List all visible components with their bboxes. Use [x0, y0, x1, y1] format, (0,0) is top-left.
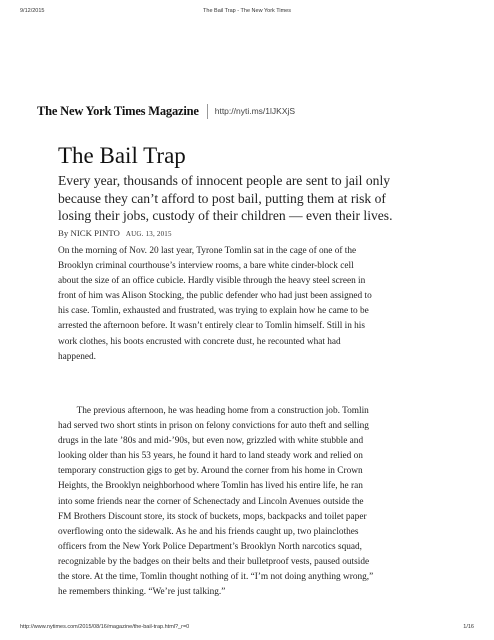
- text-line: looking older than his 53 years, he found it hard to land steady work and relied on: [58, 451, 363, 462]
- text-line: officers from the New York Police Department’s Brooklyn North narcotics squad,: [58, 541, 362, 552]
- text-line: about the size of an office cubicle. Hardly visible through the heavy steel screen in: [58, 276, 366, 287]
- text-line: happened.: [58, 351, 96, 362]
- text-line: The previous afternoon, he was heading home from a construction job. Tomlin: [58, 406, 369, 416]
- dek-line: Every year, thousands of innocent people are sent to jail only: [58, 173, 391, 188]
- text-line: his case. Tomlin, exhausted and frustrated, was trying to explain how he came to be: [58, 306, 369, 317]
- masthead-divider: [207, 104, 208, 119]
- short-link[interactable]: http://nyti.ms/1lJKXjS: [214, 106, 296, 116]
- text-line: the store. At the time, Tomlin thought nothing of it. “I’m not doing anything wrong,”: [58, 572, 374, 583]
- masthead: [37, 103, 295, 119]
- text-line: into some friends near the corner of Schenectady and Lincoln Avenues outside the: [58, 496, 364, 507]
- print-date: 9/12/2015: [20, 8, 45, 14]
- text-line: had served two short stints in prison on felony convictions for auto theft and selling: [58, 421, 369, 432]
- nyt-magazine-logo[interactable]: The New York Times Magazine: [37, 103, 199, 118]
- print-url: http://www.nytimes.com/2015/08/16/magazine/the-bail-trap.html?_r=0: [20, 624, 190, 630]
- text-line: drugs in the late ’80s and mid-’90s, but even now, grizzled with white stubble and: [58, 436, 364, 447]
- text-line: overflowing onto the sidewalk. As he and his friends caught up, two plainclothes: [58, 526, 359, 537]
- text-line: arrested the afternoon before. It wasn’t entirely clear to Tomlin himself. Still in his: [58, 321, 366, 332]
- print-page-number: 1/16: [463, 624, 474, 630]
- dek-line: losing their jobs, custody of their children — even their lives.: [58, 208, 393, 223]
- print-page-title: The Bail Trap - The New York Times: [203, 8, 291, 14]
- publish-date: AUG. 13, 2015: [125, 230, 172, 238]
- text-line: work clothes, his boots encrusted with concrete dust, he recounted what had: [58, 336, 341, 347]
- text-line: Brooklyn criminal courthouse’s interview rooms, a bare white cinder-block cell: [58, 261, 354, 272]
- text-line: front of him was Alison Stocking, the public defender who had just been assigned to: [58, 291, 372, 302]
- byline: [58, 228, 172, 238]
- text-line: recognizable by the badges on their belts and their bulletproof vests, paused outside: [58, 556, 370, 567]
- article-dek: [58, 172, 458, 225]
- text-line: temporary construction gigs to get by. Around the corner from his home in Crown: [58, 466, 363, 477]
- author[interactable]: By NICK PINTO: [58, 228, 120, 238]
- dek-line: because they can’t afford to post bail, putting them at risk of: [58, 190, 386, 206]
- text-line: he remembers thinking. “We’re just talking.”: [58, 587, 226, 598]
- text-line: FM Brothers Discount store, its stock of buckets, mops, backpacks and toilet paper: [58, 511, 367, 522]
- text-line: On the morning of Nov. 20 last year, Tyrone Tomlin sat in the cage of one of the: [58, 246, 357, 256]
- text-line: Heights, the Brooklyn neighborhood where Tomlin has lived his entire life, he ran: [58, 481, 363, 492]
- paragraph-2: [58, 404, 458, 600]
- article-headline: The Bail Trap: [58, 143, 186, 168]
- paragraph-1: [58, 244, 458, 365]
